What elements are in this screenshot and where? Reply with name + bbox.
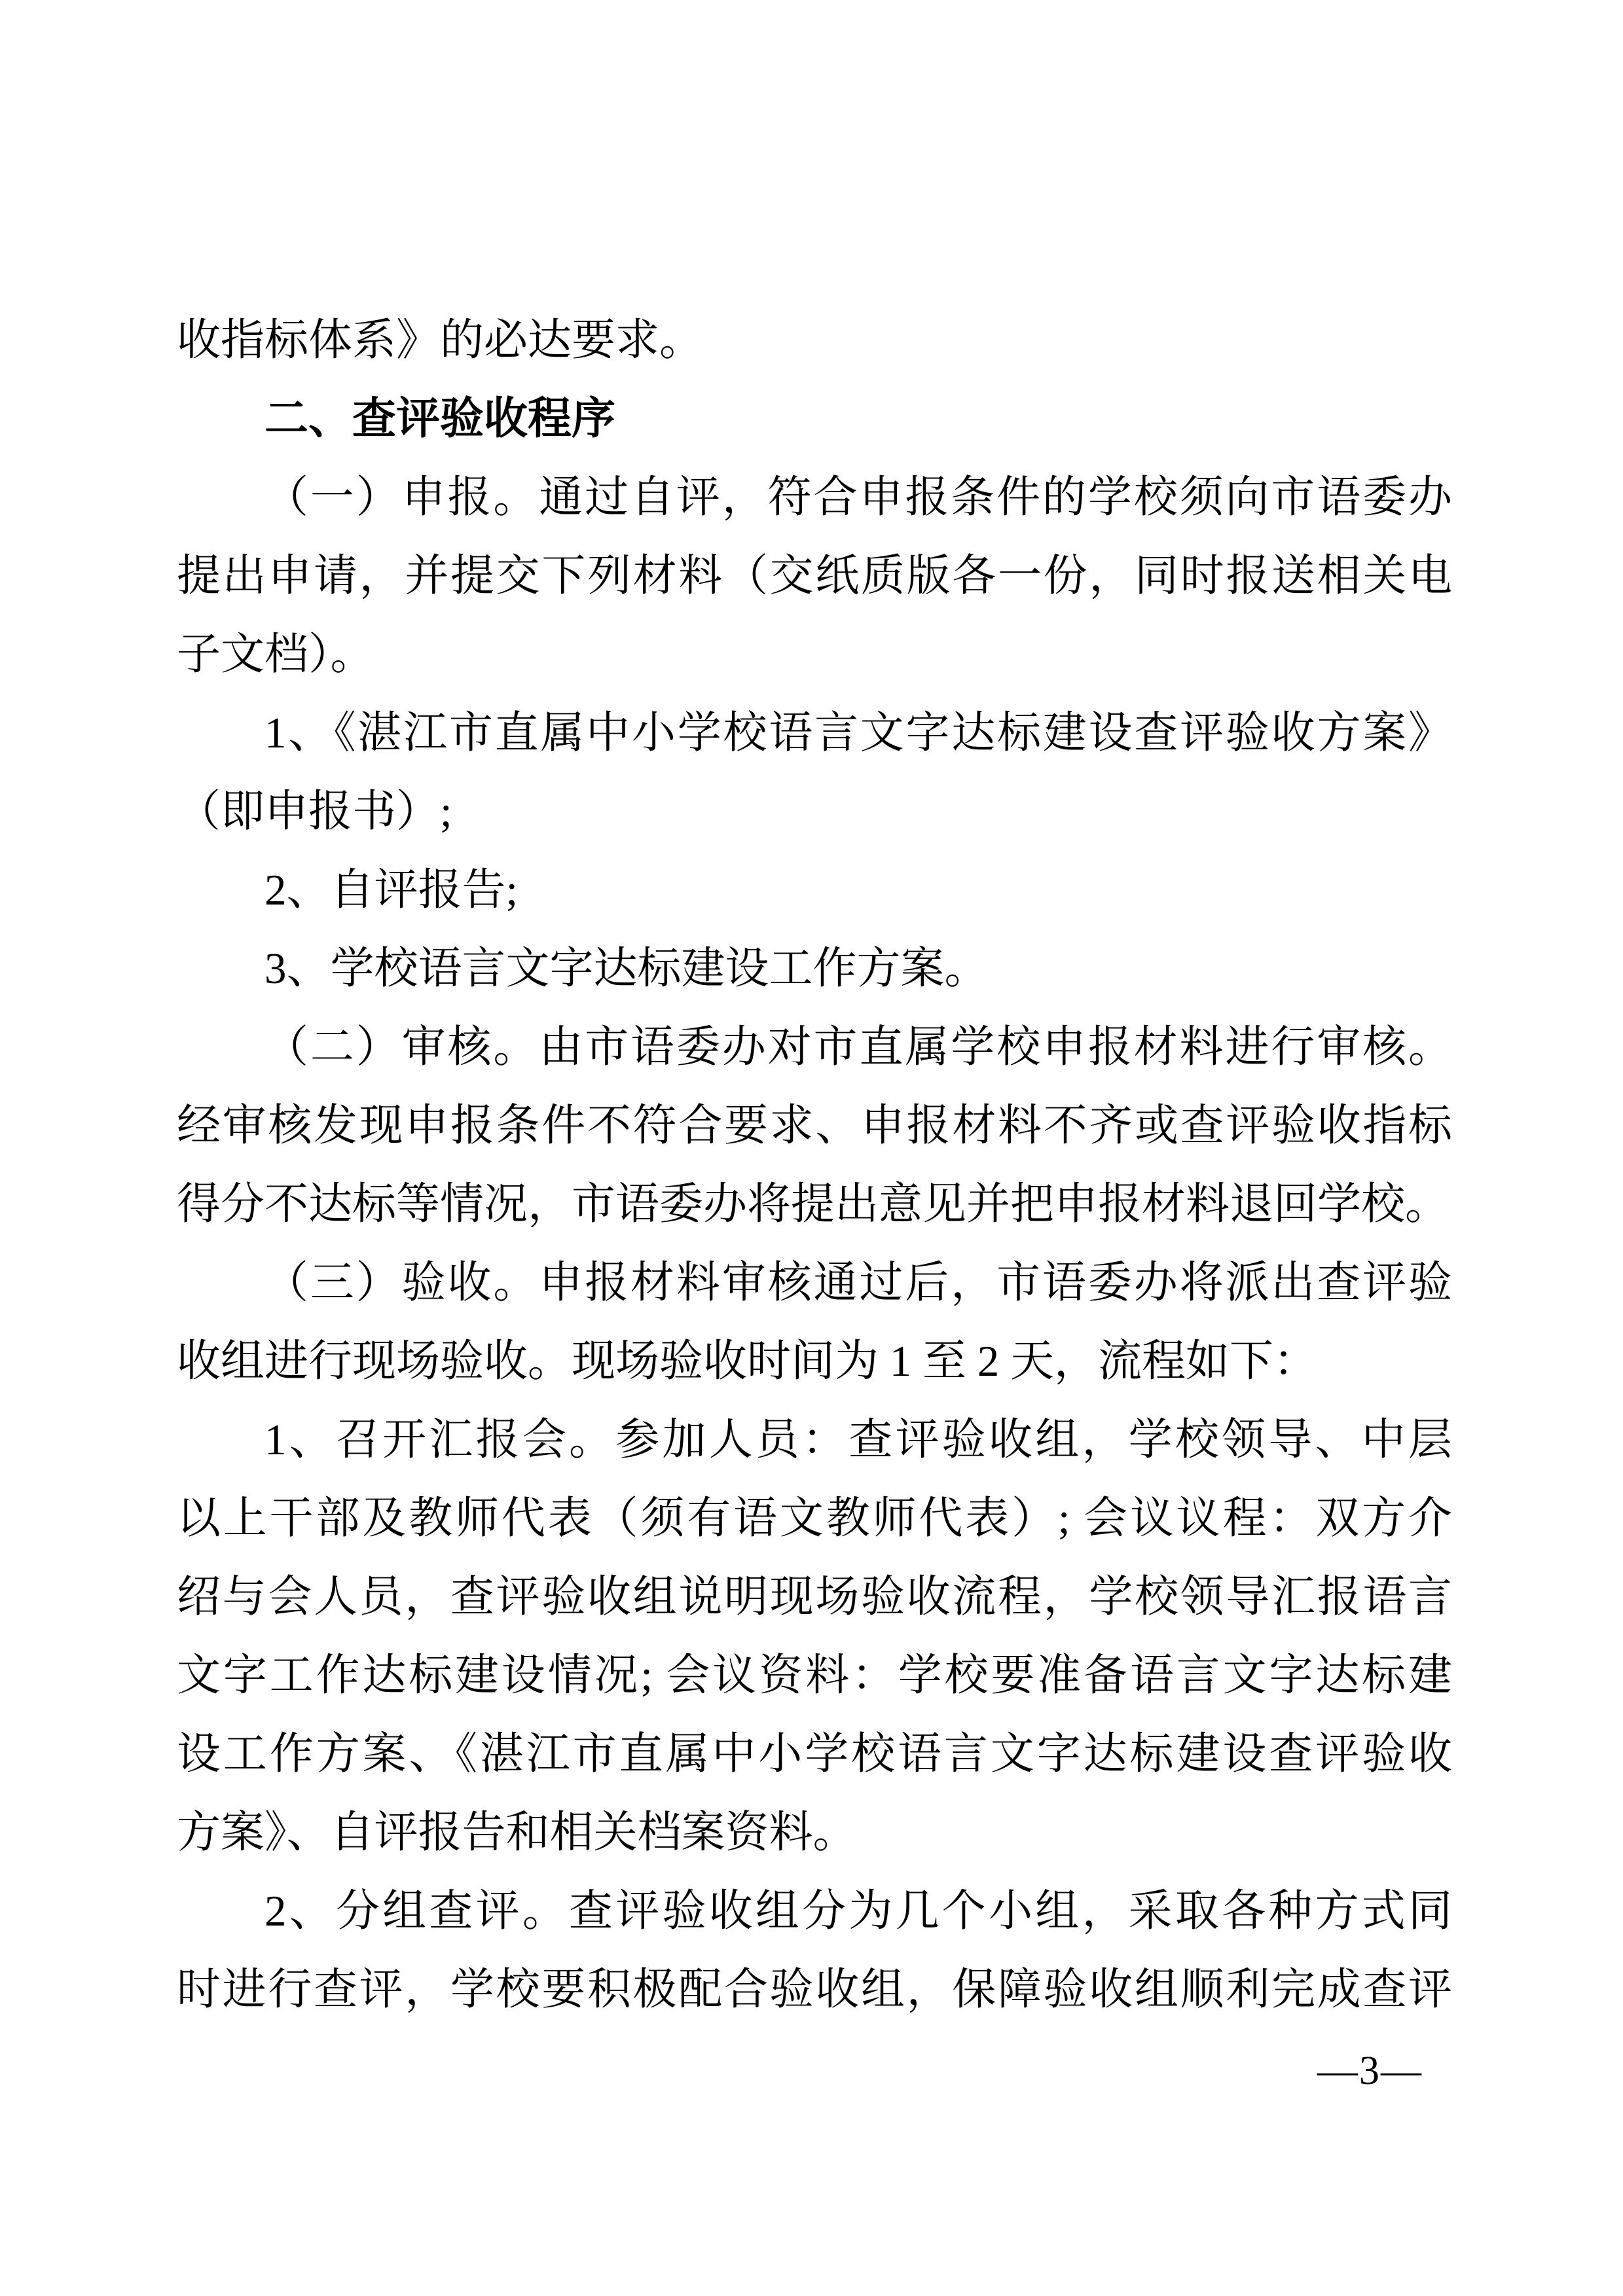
- text-line: 子文档）。: [177, 630, 374, 679]
- text-line: 以上干部及教师代表（须有语文教师代表）; 会议议程：双方介: [177, 1494, 1452, 1543]
- text-line: 1、召开汇报会。参加人员：查评验收组，学校领导、中层: [264, 1416, 1452, 1464]
- text-line: 1、《湛江市直属中小学校语言文字达标建设查评验收方案》: [264, 709, 1452, 757]
- text-line: 得分不达标等情况，市语委办将提出意见并把申报材料退回学校。: [177, 1180, 1449, 1229]
- text-line: 3、学校语言文字达标建设工作方案。: [264, 944, 989, 993]
- page-number: —3—: [1317, 2049, 1423, 2093]
- text-line: 提出申请，并提交下列材料（交纸质版各一份，同时报送相关电: [177, 552, 1452, 600]
- text-line: （三）验收。申报材料审核通过后，市语委办将派出查评验: [264, 1259, 1452, 1307]
- document-body: [177, 301, 1452, 2029]
- text-line: 方案》、自评报告和相关档案资料。: [177, 1808, 857, 1857]
- text-line: 文字工作达标建设情况; 会议资料：学校要准备语言文字达标建: [177, 1651, 1452, 1700]
- text-line: （一）申报。通过自评，符合申报条件的学校须向市语委办: [264, 473, 1452, 522]
- text-line: 收组进行现场验收。现场验收时间为 1 至 2 天，流程如下：: [177, 1337, 1317, 1386]
- text-line: 2、自评报告;: [264, 866, 519, 914]
- text-line: 经审核发现申报条件不符合要求、申报材料不齐或查评验收指标: [177, 1102, 1452, 1150]
- text-line: （即申报书）;: [177, 787, 452, 836]
- text-line: 2、分组查评。查评验收组分为几个小组，采取各种方式同: [264, 1887, 1452, 1935]
- text-line: 绍与会人员，查评验收组说明现场验收流程，学校领导汇报语言: [177, 1573, 1452, 1621]
- text-line: （二）审核。由市语委办对市直属学校申报材料进行审核。: [264, 1023, 1452, 1071]
- text-line: 设工作方案、《湛江市直属中小学校语言文字达标建设查评验收: [177, 1730, 1452, 1778]
- section-heading: 二、查评验收程序: [264, 394, 615, 443]
- text-line: 收指标体系》的必达要求。: [177, 316, 703, 365]
- text-line: 时进行查评，学校要积极配合验收组，保障验收组顺利完成查评: [177, 1965, 1452, 2014]
